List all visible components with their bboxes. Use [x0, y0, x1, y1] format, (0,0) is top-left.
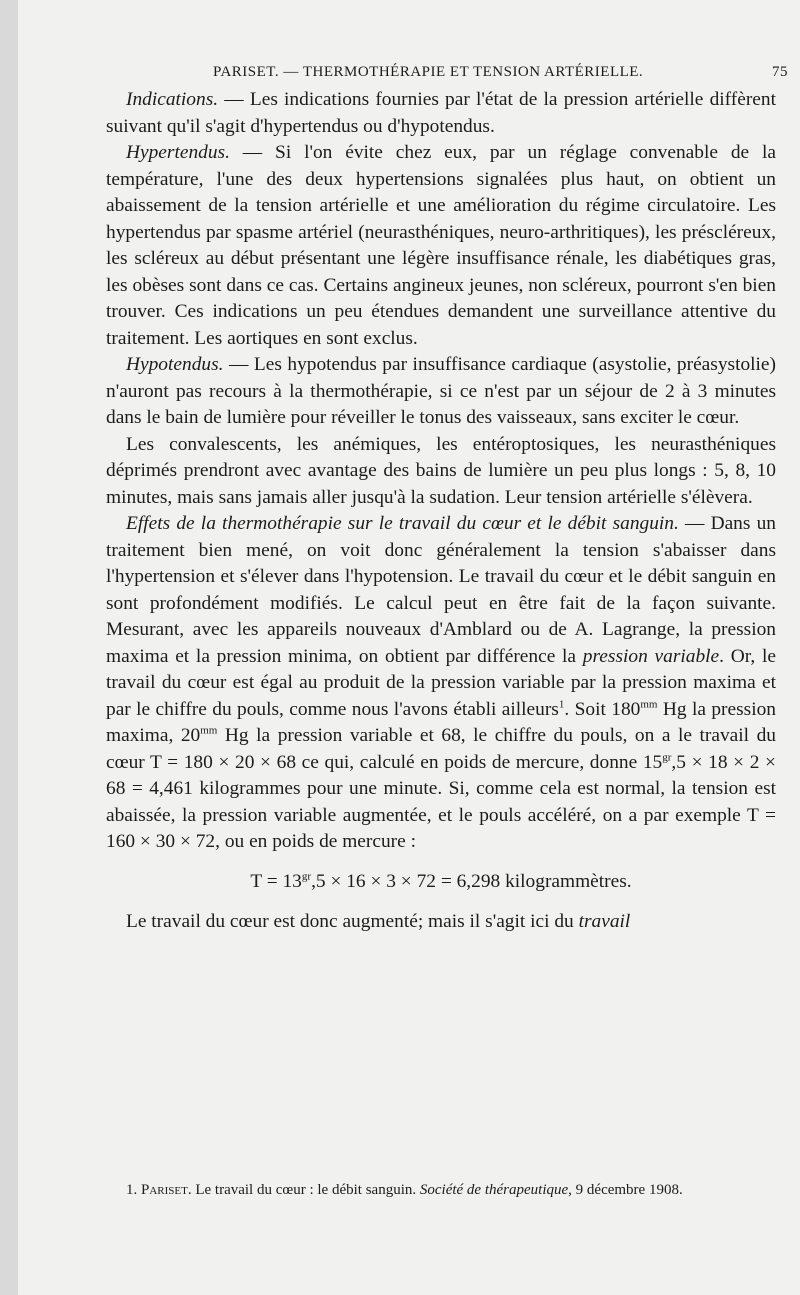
- emphasis-travail: travail: [578, 911, 631, 932]
- book-page: [18, 0, 800, 1295]
- formula: [106, 869, 776, 896]
- paragraph-effets: [106, 511, 776, 856]
- footnote-text: , 9 décembre 1908.: [568, 1182, 683, 1198]
- paragraph-text: ,5 × 18 × 2 × 68 = 4,461 kilogrammes pour une minute. Si, comme cela est normal, la tension est abaissée, la pression variable augmentée, et le pouls accéléré, on a par exemple T = 160 × 30 × 72, ou en poids de mercure :: [106, 751, 776, 852]
- paragraph-text: — Les indications fournies par l'état de la pression artérielle diffèrent suivant qu'il s'agit d'hypertendus ou d'hypotendus.: [106, 89, 776, 137]
- running-title: PARISET. — THERMOTHÉRAPIE ET TENSION ARTÉRIELLE.: [213, 64, 644, 80]
- unit-superscript: gr: [301, 870, 312, 883]
- paragraph-text: Le travail du cœur est donc augmenté; mais il s'agit ici du: [126, 911, 579, 932]
- paragraph-text: — Dans un traitement bien mené, on voit donc généralement la tension s'abaisser dans l'hypertension et s'élever dans l'hypotension. Le travail du cœur et le débit sanguin en sont profondément modifiés. Le calcul peut en être fait de la façon suivante. Mesurant, avec les appareils nouveaux d'Amblard ou de A. Lagrange, la pression maxima et la pression minima, on obtient par différence la: [106, 513, 776, 667]
- paragraph-text: — Les hypotendus par insuffisance cardiaque (asystolie, préasystolie) n'auront pas recours à la thermothérapie, si ce n'est par un séjour de 2 à 3 minutes dans le bain de lumière pour réveiller le tonus des vaisseaux, sans exciter le cœur.: [106, 354, 776, 428]
- section-label-indications: Indications.: [126, 89, 219, 110]
- footnote-author: Pariset.: [141, 1182, 192, 1198]
- paragraph-text: . Soit 180: [564, 698, 641, 720]
- unit-superscript: mm: [640, 698, 658, 711]
- paragraph-text: Les convalescents, les anémiques, les entéroptosiques, les neurasthéniques déprimés prendront avec avantage des bains de lumière un peu plus longs : 5, 8, 10 minutes, mais sans jamais aller jusqu'à la sudation. Leur tension artérielle s'élèvera.: [106, 433, 776, 508]
- section-label-hypotendus: Hypotendus.: [126, 354, 224, 375]
- section-label-hypertendus: Hypertendus.: [126, 142, 230, 163]
- unit-superscript: mm: [200, 724, 218, 737]
- footnote-text: Le travail du cœur : le débit sanguin.: [191, 1182, 420, 1198]
- section-label-effets: Effets de la thermothérapie sur le travail du cœur et le débit sanguin.: [126, 513, 679, 534]
- paragraph-hypotendus: [106, 352, 776, 432]
- formula-text: ,5 × 16 × 3 × 72 = 6,298 kilogrammètres.: [311, 870, 632, 892]
- footnote: [106, 1181, 776, 1200]
- paragraph-text: . Or, le travail du cœur est égal au produit de la pression variable par la pression maxima et par le chiffre du pouls, comme nous l'avons établi ailleurs: [106, 645, 776, 720]
- footnote-journal: Société de thérapeutique: [419, 1182, 569, 1198]
- paragraph-text: — Si l'on évite chez eux, par un réglage convenable de la température, l'une des deux hypertensions signalées plus haut, on obtient un abaissement de la tension artérielle et une amélioration du régime circulatoire. Les hypertendus par spasme artériel (neurasthéniques, neuro-arthritiques), les préscléreux, les scléreux au début présentant une légère insuffisance rénale, les diabétiques gras, les obèses sont dans ce cas. Certains angineux jeunes, non scléreux, pourront s'en bien trouver. Ces indications un peu étendues demandent une surveillance attentive du traitement. Les aortiques en sont exclus.: [106, 142, 776, 349]
- footnote-reference: 1: [558, 698, 565, 711]
- page-number: 75: [772, 64, 788, 80]
- running-header: [213, 64, 788, 81]
- formula-text: T = 13: [250, 870, 302, 892]
- paragraph-conclusion: [106, 909, 776, 936]
- paragraph-convalescents: [106, 432, 776, 512]
- body-text: [106, 87, 776, 936]
- unit-superscript: gr: [662, 751, 672, 764]
- paragraph-indications: [106, 87, 776, 140]
- paragraph-text: Hg la pression variable et 68, le chiffre du pouls, on a le travail du cœur T = 180 × 20 × 68 ce qui, calculé en poids de mercure, donne 15: [106, 725, 776, 773]
- paragraph-hypertendus: [106, 140, 776, 352]
- footnote-number: 1.: [126, 1182, 138, 1198]
- emphasis-pression-variable: pression variable: [582, 645, 720, 667]
- paragraph-text: Hg la pression maxima, 20: [106, 698, 776, 746]
